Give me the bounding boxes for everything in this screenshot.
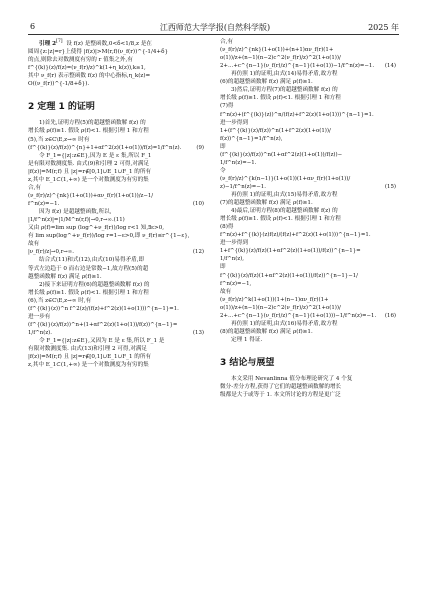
paragraph-line: 有 lim sup(log^+ν_f(r))/log r=1−ε>0,即 ν_f(r)≤r^{1−ε}, (28, 233, 190, 240)
equation-body: 2+…+c^{n−1}(ν_f(r)/z)^{n−1}(1+o(1)))−1/f^n(z)=−1. (220, 312, 377, 319)
paragraph-line: 增长级 ρ(f)≥1. 假设 ρ(f)<1. 根据引理 1 和方程 (28, 289, 149, 296)
lemma-formula: f^{(k)}(z)/f(z)=(ν_f(r)/z)^k(1+η_k(z)),k≥1, (28, 65, 146, 72)
equation-line: (ν_f(r)/z)^{k(n−1)}(1+o(1))(1+αν_f(r)(1+o(1))/ (220, 175, 351, 182)
paragraph-line: 合,有 (220, 39, 233, 45)
paragraph-line: 增长级 ρ(f)≥1. 假设 ρ(f)<1. 根据引理 1 和方程 (28, 128, 149, 135)
page-number: 6 (30, 22, 36, 31)
equation-line: 1/f^n(z), (220, 256, 244, 263)
paragraph-line: 2)接下来证明方程(6)的超越整函数解 f(z) 的 (39, 281, 150, 288)
equation-line: f^n(z)+(f^{(k)}(z))^n/(f(z)+f^2(z)(1+o(1)))^{n−1}=1. (220, 111, 374, 118)
paragraph-line: (7)的超越整函数解 f(z) 满足 ρ(f)≥1. (220, 199, 313, 206)
equation-line: (ν_f(r)/z)^{nk}(1+o(1))+(n+1)αν_f(r)(1+ (220, 47, 334, 54)
equation-number: (15) (384, 183, 396, 190)
paragraph-line: 再仿照 1)的证明,由式(14)易得矛盾,故方程 (231, 71, 338, 78)
paragraph-line: |f(z)|=M(r,f) 且 |z|=r∉[0,1]∪E_1∪F_1 的所有 (28, 354, 152, 361)
equation-number: (10) (192, 201, 204, 208)
paragraph-line: 再仿照 1)的证明,由式(15)易得矛盾,故方程 (231, 191, 338, 198)
paragraph-line: 即 (220, 143, 226, 150)
paragraph-line: z,其中 E_1⊂(1,+∞) 是一个对数测度为有穷的集 (28, 362, 149, 369)
paragraph-line: 增长级 ρ(f)≥1. 假设 ρ(f)<1. 根据引理 1 和方程 (220, 95, 341, 102)
paragraph-line: 合,有 (28, 184, 41, 191)
paragraph-line: 结合式(11)和式(12),由式(10)易得矛盾,即 (39, 257, 145, 264)
lemma-line: 设 f(z) 是整函数,0<δ<1/8,z 是在 (66, 40, 152, 47)
paragraph-line: z,其中 E_1⊂(1,+∞) 是一个对数测度为有穷的集 (28, 176, 149, 183)
equation-body: z)−1/f^n(z)=−1. (220, 183, 266, 190)
equation-line: o(1))/z+(n−1)(n−2)c^2(ν_f(r)/z)^2(1+o(1))/ (220, 55, 341, 62)
paragraph-line: 进一步得到 (220, 119, 248, 126)
paragraph-line: 又由 ρ(f)=lim sup (log^+ν_f(r))/log r<1 知,∃ε>0, (28, 225, 165, 232)
equation-9 (28, 144, 204, 152)
paragraph-line: 即 (220, 264, 226, 271)
paragraph-line: (6),当 z∈C\E,z→∞ 时,有 (28, 297, 92, 304)
paragraph-line: 因为 f(z) 是超越整函数,所以, (39, 209, 112, 216)
lemma-line: 其中 ν_f(r) 表示整函数 f(z) 的中心指标,η_k(z)= (28, 73, 151, 80)
equation-13 (28, 329, 204, 337)
paragraph-line: 3)然后,证明方程(7)的超越整函数解 f(z) 的 (231, 87, 338, 94)
journal-year: 2025 年 (368, 23, 399, 32)
paragraph-line: (6)的超越整函数解 f(z) 满足 ρ(f)≥1. (220, 79, 313, 86)
equation-line: (ν_f(r)/z)^k(1+o(1))(1+(n−1)αν_f(r)(1+ (220, 296, 329, 303)
theorem-proved: 定理 1 得证. (231, 336, 263, 343)
paragraph-line: (5),当 z∈C\E,z→∞ 时有 (28, 136, 90, 143)
paragraph-line: 微分-差分方程,获得了它们的超越整函数解的增长 (220, 383, 342, 390)
equation-body: 2+…+c^{n−1}(ν_f(r)/z)^{n−1}(1+o(1))−1/f^n(z)=−1. (220, 63, 375, 70)
paragraph-line: |f(z)|=M(r,f) 且 |z|=r∉[0,1]∪E_1∪F_1 的所有 (28, 168, 152, 175)
paragraph-line: 级都是大于或等于 1. 本文所讨论的方程是更广泛 (220, 392, 341, 399)
paragraph-line: 再仿照 1)的证明,由式(16)易得矛盾,故方程 (231, 320, 338, 327)
lemma-ref: [7] (56, 39, 63, 44)
paragraph-line: 4)最后,证明方程(8)的超越整函数解 f(z) 的 (231, 208, 338, 215)
paragraph-line: 进一步有 (28, 314, 51, 321)
equation-14 (220, 62, 396, 70)
paragraph-line: 有限对数测度集. 由式(13)和引理 2 可得,对满足 (28, 346, 148, 353)
paragraph-line: 故有 (220, 288, 232, 295)
equation-line: (f^{(k)}(z)/f(z))^n(1+αf^2(z)(1+o(1))/f(z))− (220, 151, 343, 158)
equation-number: (13) (192, 330, 204, 337)
equation-line: f^n(z)+f^{(k)}(z)f(z)/(f(z)+f^2(z)(1+o(1)))^{n−1}=1. (220, 232, 371, 239)
equation-line: (f^{(k)}(z))^n f^2(z)/(f(z)+f^2(z)(1+o(1)))^{n−1}=1. (28, 306, 179, 313)
equation-number: (16) (384, 312, 396, 319)
paragraph-line: 本文采用 Nevanlinna 值分布理论研究了 4 个复 (231, 375, 353, 382)
lemma-line: 的点,则除去对数测度有穷的 r 值集之外,有 (28, 57, 133, 64)
equation-line: 1+(f^{(k)}(z)/f(z))^n(1+f^2(z)(1+o(1))/ (220, 127, 331, 134)
right-column (220, 38, 396, 593)
equation-12 (28, 248, 204, 256)
lemma-label: 引理 2 (39, 40, 57, 47)
paragraph-line: 等式左边趋于 0 而右边是常数−1,故方程(5)的超 (28, 265, 149, 272)
page-header (0, 0, 427, 40)
section-title-3: 3 结论与展望 (220, 357, 275, 368)
header-rule (28, 34, 399, 35)
lemma-line: 圆周{z:|z|=r}上使得 |f(z)|>M(r,f)(ν_f(r))^{-1/4+δ} (28, 48, 169, 55)
section-title-2: 2 定理 1 的证明 (28, 102, 95, 113)
equation-line: f(z))^{n−1}=1/f^n(z), (220, 135, 283, 142)
paragraph-line: 令 (220, 167, 226, 174)
equation-line: f^n(z)=−1, (220, 280, 252, 287)
equation-body: f^n(z)=−1. (28, 201, 60, 208)
equation-16 (220, 312, 396, 320)
equation-10 (28, 192, 204, 200)
paragraph-line: 令 F_1={|z|:z∈E},因为 E 是 ε 集,所以 F_1 (39, 152, 152, 159)
equation-line: (f^{(k)}(z)/f(z))^n+(1+αf^2(z)(1+o(1))/f(z))^{n−1}= (28, 322, 178, 329)
equation-body: (ν_f(r)/z)^{nk}(1+o(1))+αν_f(r)(1+o(1))/z−1/ (28, 193, 154, 200)
paragraph-line: 是有限对数测度集. 由式(9)和引理 2 可得,对满足 (28, 160, 150, 167)
equation-number: (14) (384, 63, 396, 70)
paragraph-line: (8)得 (220, 224, 234, 231)
paragraph-line: 越整函数解 f(z) 满足 ρ(f)≥1. (28, 273, 102, 280)
equation-11: |1/f^n(z)|=|1/M^n(r,f)|→0,r→∞.(11) (28, 217, 125, 224)
equation-body: (f^{(k)}(z)/f(z))^{n}+1+αf^2(z)(1+o(1))/f(z)=1/f^n(z). (28, 144, 182, 151)
paragraph-line: 1)首先,证明方程(5)的超越整函数解 f(z) 的 (39, 120, 146, 127)
equation-10-cont (28, 200, 204, 208)
paragraph-line: 进一步得到 (220, 240, 248, 247)
equation-15 (220, 183, 396, 191)
equation-line: 1/f^n(z)=−1. (220, 159, 257, 166)
equation-line: 1+f^{(k)}(z)/f(z)(1+αf^2(z)(1+o(1))/f(z))^{n−1}= (220, 248, 361, 255)
equation-body: 1/f^n(z). (28, 330, 52, 337)
left-column (28, 38, 204, 593)
equation-line: o(1))/z+(n−1)(n−2)c^2(ν_f(r)/z)^2(1+o(1))/ (220, 304, 341, 311)
lemma-2 (28, 38, 204, 48)
equation-body: |ν_f(r)/z|→0,r→∞. (28, 249, 74, 256)
lemma-line: O((ν_f(r))^{-1/8+δ}). (28, 81, 90, 88)
paragraph-line: (8)的超越整函数解 f(z) 满足 ρ(f)≥1. (220, 328, 313, 335)
paragraph-line: (7)得 (220, 103, 234, 110)
paragraph-line: 令 F_1={|z|:z∈E},又因为 E 是 ε 集,所以 F_1 是 (39, 338, 165, 345)
paragraph-line: 故有 (28, 241, 40, 248)
equation-number: (9) (196, 144, 204, 151)
equation-number: (12) (192, 249, 204, 256)
equation-line: f^{(k)}(z)/f(z)(1+αf^2(z)(1+o(1))/f(z))^{n−1}−1/ (220, 272, 358, 279)
paragraph-line: 增长级 ρ(f)≥1. 假设 ρ(f)<1. 根据引理 1 和方程 (220, 216, 341, 223)
journal-title: 江西师范大学学报(自然科学版) (159, 23, 271, 32)
